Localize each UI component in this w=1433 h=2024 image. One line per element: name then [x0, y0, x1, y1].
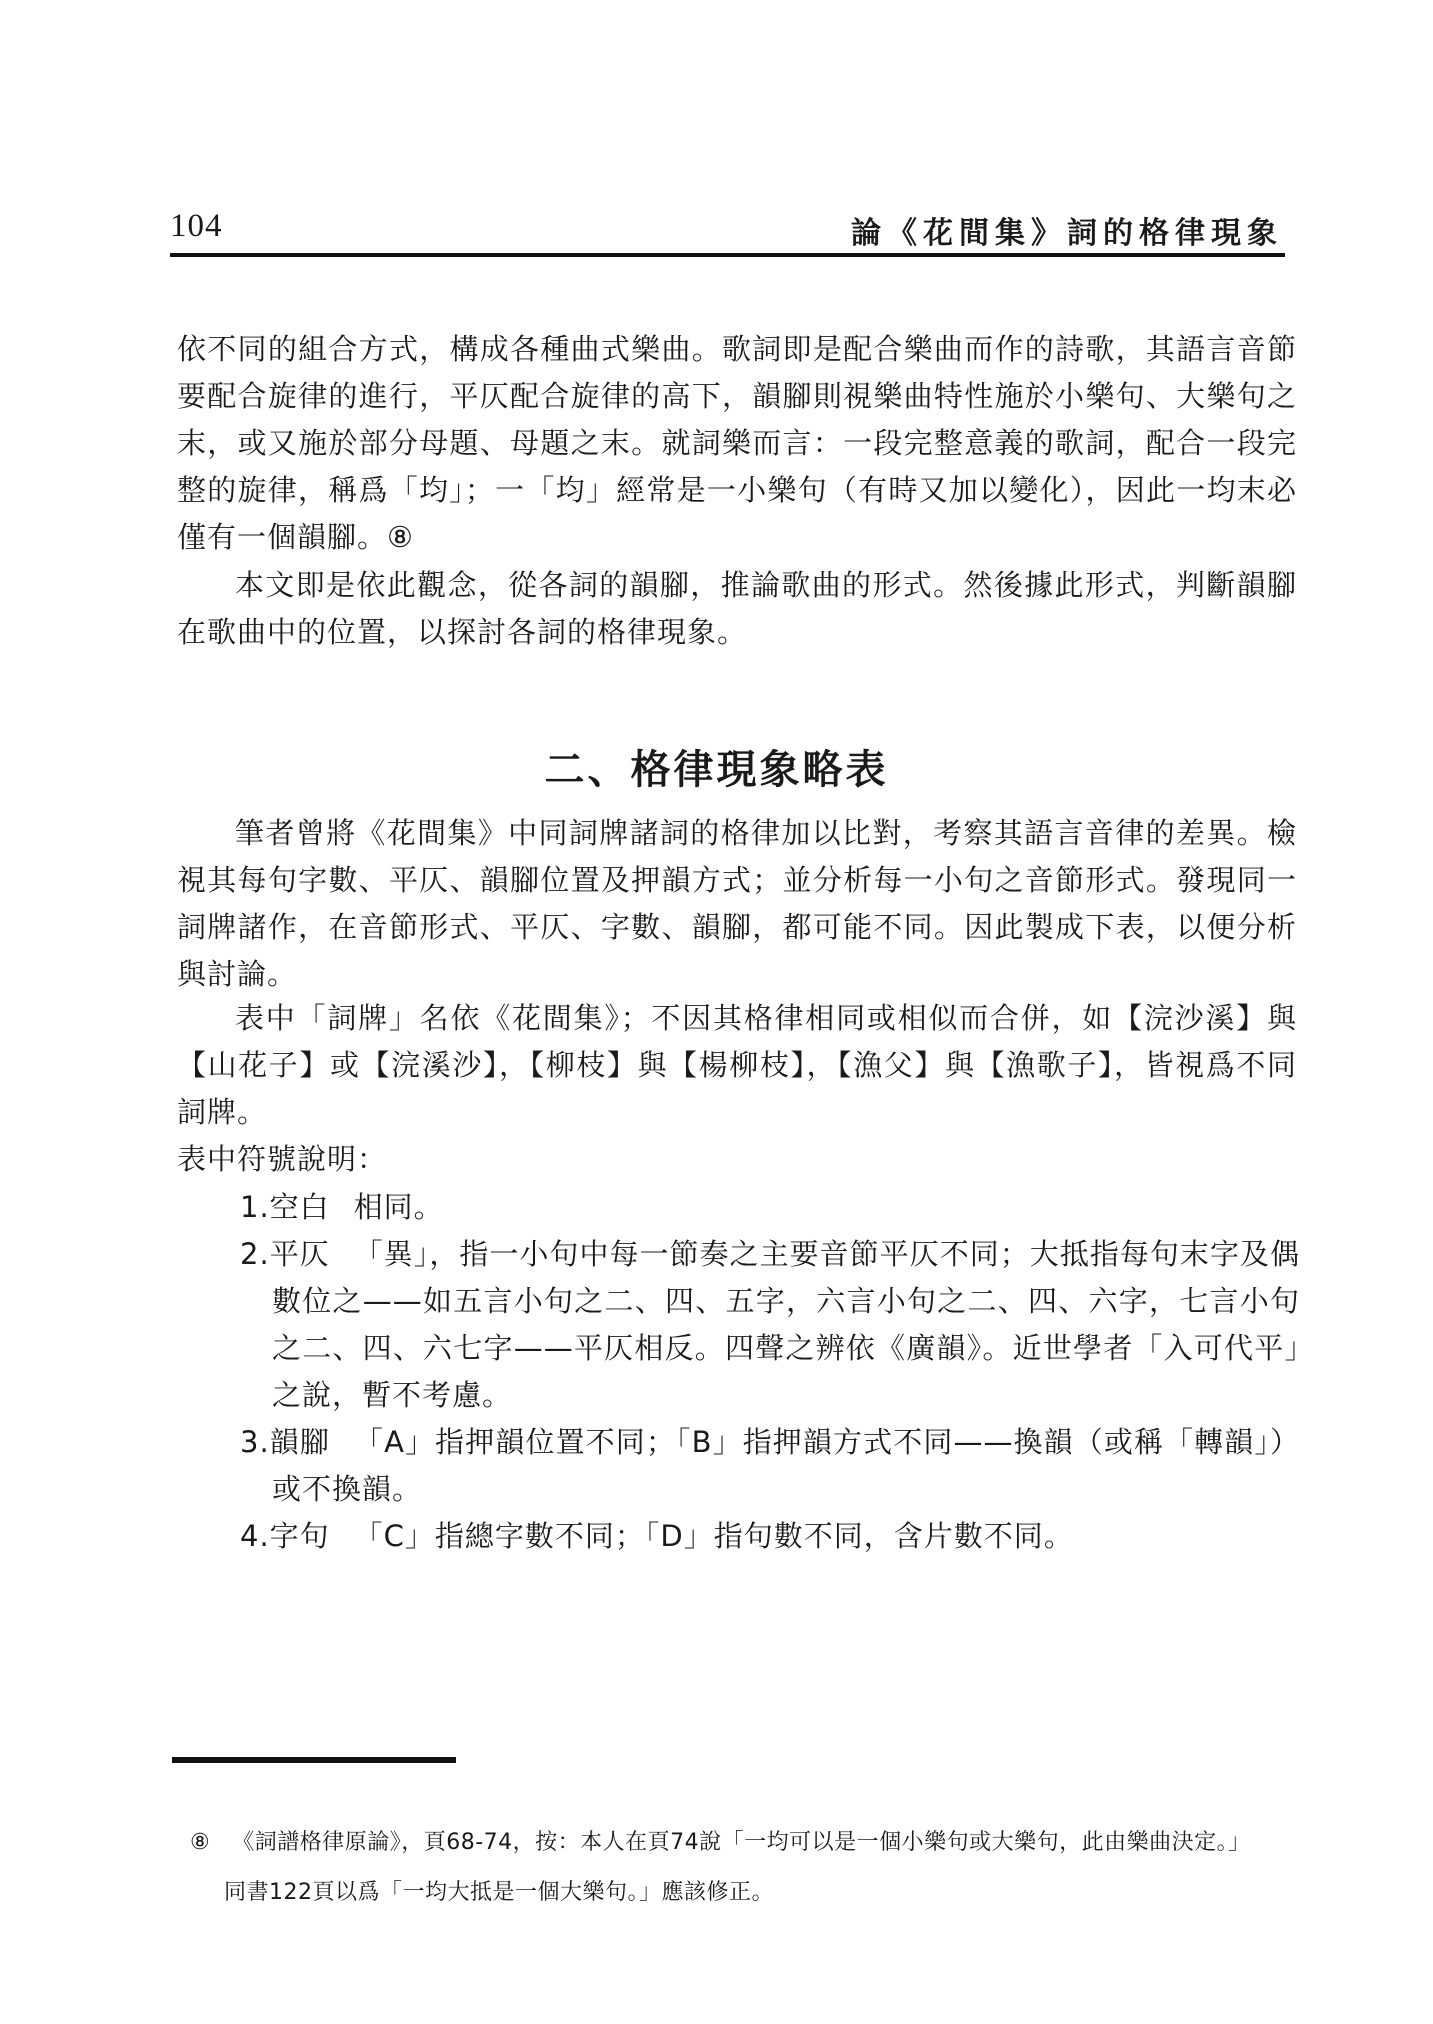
intro-paragraph-1: 依不同的組合方式，構成各種曲式樂曲。歌詞即是配合樂曲而作的詩歌，其語言音節要配合旋律的進行，平仄配合旋律的高下，韻腳則視樂曲特性施於小樂句、大樂句之末，或又施於部分母題、母題之末。就詞樂而言：一段完整意義的歌詞，配合一段完整的旋律，稱爲「均」；一「均」經常是一小樂句（有時又加以變化），因此一均末必僅有一個韻腳。⑧ [177, 332, 1297, 554]
section-paragraph-2: 表中「詞牌」名依《花間集》；不因其格律相同或相似而合併，如【浣沙溪】與【山花子】或【浣溪沙】，【柳枝】與【楊柳枝】，【漁父】與【漁歌子】，皆視爲不同詞牌。 [177, 1001, 1297, 1129]
legend-term: 1.空白 [240, 1190, 330, 1224]
legend-desc: 「A」指押韻位置不同；「B」指押韻方式不同——換韻（或稱「轉韻」）或不換韻。 [272, 1425, 1300, 1506]
footnote-mark: ⑧ [190, 1830, 211, 1855]
header-rule [170, 253, 1285, 257]
legend-term: 3.韻腳 [240, 1425, 330, 1459]
legend-item [240, 1184, 1300, 1231]
legend-term: 2.平仄 [240, 1237, 330, 1271]
footnote [190, 1818, 1300, 1918]
running-title: 論《花間集》詞的格律現象 [851, 216, 1283, 251]
intro-paragraph-2: 本文即是依此觀念，從各詞的韻腳，推論歌曲的形式。然後據此形式，判斷韻腳在歌曲中的位置，以探討各詞的格律現象。 [177, 568, 1297, 649]
legend-desc: 相同。 [353, 1190, 444, 1224]
legend-item [240, 1231, 1300, 1419]
footnote-line-2: 同書122頁以爲「一均大抵是一個大樂句。」應該修正。 [224, 1880, 774, 1905]
legend-label: 表中符號說明： [177, 1142, 388, 1176]
legend-desc: 「異」，指一小句中每一節奏之主要音節平仄不同；大抵指每句末字及偶數位之——如五言小句之二、四、五字，六言小句之二、四、六字，七言小句之二、四、六七字——平仄相反。四聲之辨依《廣韻》。近世學者「入可代平」之說，暫不考慮。 [272, 1237, 1300, 1412]
legend-item [240, 1513, 1300, 1560]
section-heading: 二、格律現象略表 [544, 747, 889, 793]
legend-desc: 「C」指總字數不同；「D」指句數不同，含片數不同。 [353, 1519, 1074, 1553]
legend-list [240, 1184, 1300, 1560]
footnote-rule [172, 1757, 456, 1763]
legend-item [240, 1419, 1300, 1513]
legend-term: 4.字句 [240, 1519, 330, 1553]
page-number: 104 [170, 208, 223, 244]
section-paragraph-1: 筆者曾將《花間集》中同詞牌諸詞的格律加以比對，考察其語言音律的差異。檢視其每句字數、平仄、韻腳位置及押韻方式；並分析每一小句之音節形式。發現同一詞牌諸作，在音節形式、平仄、字數、韻腳，都可能不同。因此製成下表，以便分析與討論。 [177, 816, 1297, 991]
footnote-line-1: 《詞譜格律原論》，頁68-74，按：本人在頁74說「一均可以是一個小樂句或大樂句，此由樂曲決定。」 [232, 1830, 1251, 1855]
